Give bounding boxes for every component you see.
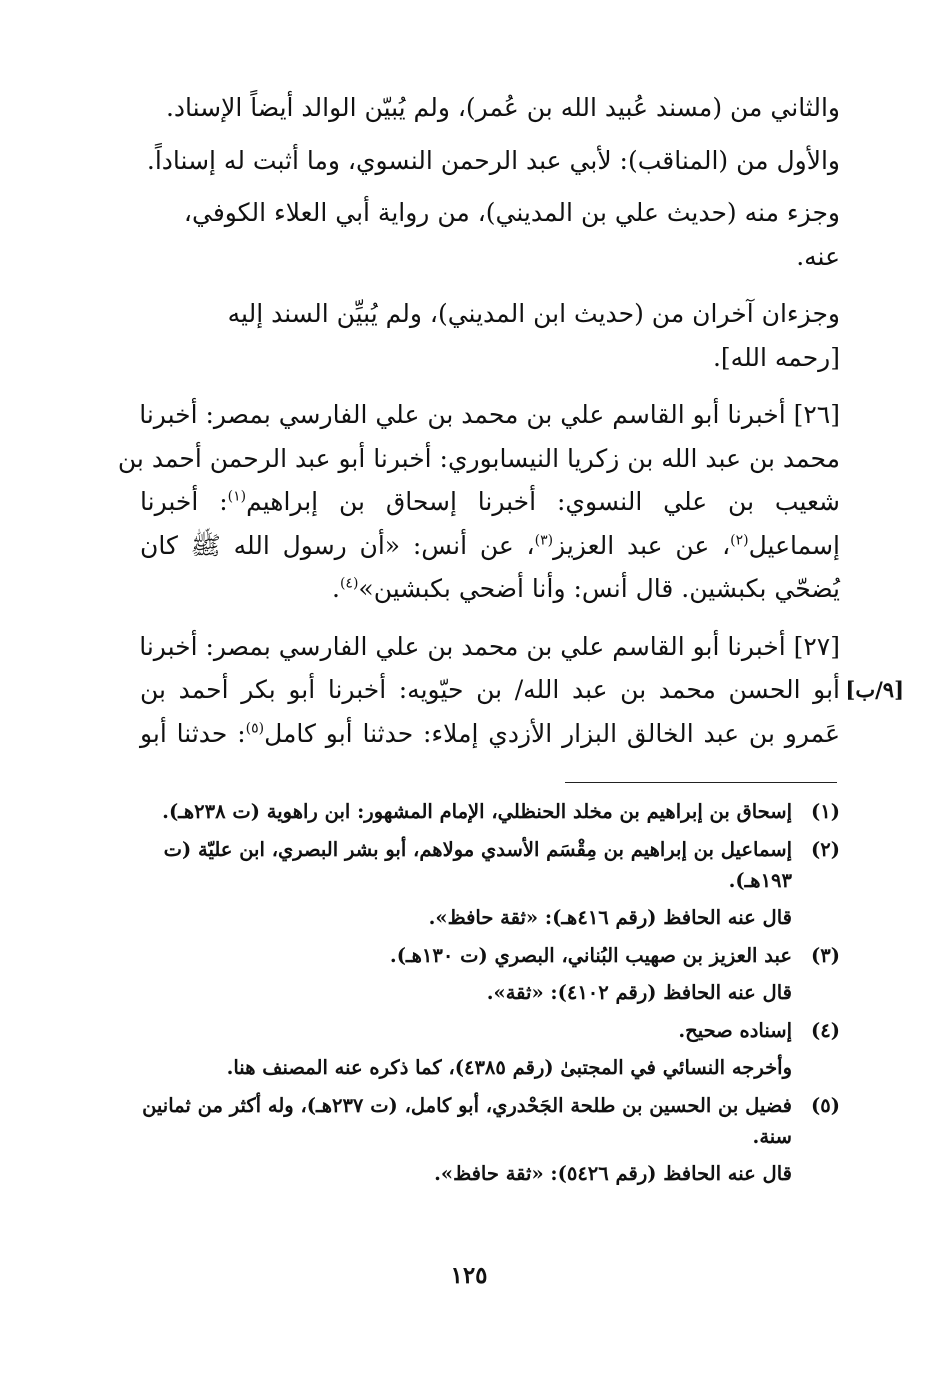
footnote-number: (٢)	[811, 838, 840, 861]
paragraph-2	[140, 139, 840, 183]
footnote-ref-4[interactable]: (٤)	[339, 575, 359, 592]
footnote-3	[140, 940, 840, 1008]
text-line: [٢٦] أخبرنا أبو القاسم علي بن محمد بن علي الفارسي بمصر: أخبرنا	[139, 400, 840, 429]
hadith-26	[117, 393, 841, 611]
text-line: عنه.	[796, 241, 840, 271]
footnotes	[140, 796, 840, 1196]
manuscript-folio-marker: [٩/ب]	[845, 677, 904, 702]
text-segment: : حدثنا أبو	[140, 718, 246, 748]
text-line: وجزء منه (حديث علي بن المديني)، من رواية أبي العلاء الكوفي،	[183, 198, 840, 227]
footnote-number: (٣)	[811, 944, 840, 967]
text-segment: إسماعيل	[748, 530, 840, 560]
text-segment: شعيب بن علي النسوي: أخبرنا إسحاق بن إبراهيم	[246, 487, 841, 516]
footnote-subtext: قال عنه الحافظ (رقم ٥٤٢٦): «ثقة حافظ».	[434, 1162, 792, 1185]
footnote-text: فضيل بن الحسين بن طلحة الجَحْدري، أبو كامل، (ت ٢٣٧هـ)، وله أكثر من ثمانين سنة.	[142, 1094, 792, 1148]
footnote-1	[140, 796, 840, 827]
footnote-text: إسماعيل بن إبراهيم بن مِقْسَم الأسدي مولاهم، أبو بشر البصري، ابن عليّة (ت ١٩٣هـ).	[163, 838, 792, 892]
text-segment: ، عن عبد العزيز	[553, 530, 731, 560]
footnote-text: إسناده صحيح.	[678, 1019, 792, 1042]
text-segment: ، عن أنس: «أن رسول الله ﷺ كان	[140, 530, 535, 560]
text-line: والأول من (المناقب): لأبي عبد الرحمن النسوي، وما أثبت له إسناداً.	[146, 145, 840, 175]
footnote-ref-1[interactable]: (١)	[227, 488, 247, 505]
text-line: محمد بن عبد الله بن زكريا النيسابوري: أخبرنا أبو عبد الرحمن أحمد بن	[117, 443, 840, 473]
footnote-ref-5[interactable]: (٥)	[245, 720, 265, 737]
footnote-5	[140, 1090, 840, 1189]
text-segment: يُضحّي بكبشين. قال أنس: وأنا أضحي بكبشين»	[358, 574, 840, 603]
text-line	[140, 524, 840, 568]
text-segment: عَمرو بن عبد الخالق البزار الأزدي إملاء: حدثنا أبو كامل	[264, 718, 840, 748]
paragraph-1	[140, 86, 840, 130]
paragraph-3	[140, 191, 840, 278]
footnote-2	[140, 834, 840, 933]
footnote-number: (١)	[811, 800, 840, 823]
footnote-text: عبد العزيز بن صهيب البُناني، البصري (ت ١٣٠هـ).	[389, 944, 792, 967]
text-line: [٢٧] أخبرنا أبو القاسم علي بن محمد بن علي الفارسي بمصر: أخبرنا	[139, 631, 840, 661]
text-line: أبو الحسن محمد بن عبد الله/ بن حيّويه: أخبرنا أبو بكر أحمد بن	[140, 675, 840, 704]
text-line	[140, 567, 840, 611]
footnote-number: (٤)	[811, 1019, 840, 1042]
text-line	[140, 480, 840, 524]
footnote-ref-3[interactable]: (٣)	[534, 532, 554, 549]
hadith-27	[140, 625, 840, 756]
footnote-divider	[565, 782, 837, 783]
footnote-subtext: قال عنه الحافظ (رقم ٤١٠٢): «ثقة».	[486, 981, 792, 1004]
text-line: [رحمه الله].	[712, 342, 840, 372]
main-text	[117, 86, 841, 764]
footnote-subtext: وأخرجه النسائي في المجتبىٰ (رقم ٤٣٨٥)، كما ذكره عنه المصنف هنا.	[226, 1056, 792, 1079]
text-segment: .	[331, 574, 340, 603]
footnote-ref-2[interactable]: (٢)	[730, 532, 749, 549]
page-number: ١٢٥	[450, 1262, 488, 1289]
footnote-text: إسحاق بن إبراهيم بن مخلد الحنظلي، الإمام المشهور: ابن راهوية (ت ٢٣٨هـ).	[162, 800, 792, 823]
footnote-subtext: قال عنه الحافظ (رقم ٤١٦هـ): «ثقة حافظ».	[428, 906, 792, 929]
text-line	[140, 712, 840, 756]
paragraph-4	[140, 292, 840, 379]
text-line: والثاني من (مسند عُبيد الله بن عُمر)، ولم يُبيّن الوالد أيضاً الإسناد.	[165, 93, 840, 122]
footnote-number: (٥)	[811, 1094, 840, 1117]
text-line: وجزءان آخران من (حديث ابن المديني)، ولم يُبيِّن السند إليه	[227, 299, 840, 328]
footnote-4	[140, 1015, 840, 1083]
text-segment: : أخبرنا	[140, 487, 228, 516]
